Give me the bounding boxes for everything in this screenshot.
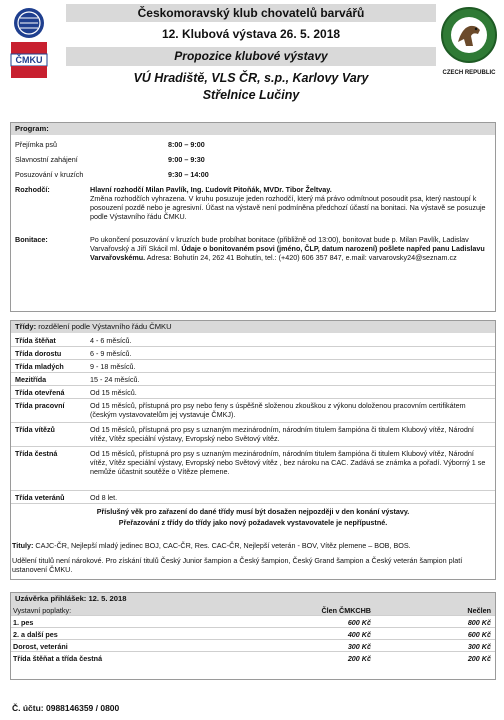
club-logo [440, 6, 498, 80]
fee-nonmember: 200 Kč [467, 654, 491, 663]
titles-label: Tituly: [12, 541, 34, 550]
class-desc: 6 - 9 měsíců. [90, 349, 132, 358]
class-desc: Od 15 měsíců, přístupná pro psy s uznaným mezinárodním, národním titulem šampióna či titulem Klubový vítěz, Národní vítěz, Vítěz speciální výstavy, Evropský nebo Světový vítěz. [90, 425, 474, 443]
class-desc: Od 15 měsíců, přístupná pro psy nebo feny s úspěšně složenou zkouškou z výkonu doloženou pracovním certifikátem (českým vystavovatelům jej vystavuje ČMKJ). [90, 401, 466, 419]
class-name: Třída otevřená [15, 388, 65, 397]
program-row-label: Slavnostní zahájení [15, 155, 78, 164]
class-name: Třída štěňat [15, 336, 56, 345]
class-desc: 4 - 6 měsíců. [90, 336, 132, 345]
judges-names: Hlavní rozhodčí Milan Pavlík, Ing. Ľudovít Pitoňák, MVDr. Tibor Želtvay. [90, 185, 332, 194]
tridy-heading-rest: rozdělení podle Výstavního řádu ČMKU [36, 322, 172, 331]
show-title: 12. Klubová výstava 26. 5. 2018 [161, 27, 341, 41]
program-row-time: 9:00 – 9:30 [168, 155, 205, 164]
class-desc: Od 15 měsíců, přístupná pro psy s uznaným mezinárodním, národním titulem šampióna či titulem Klubový vítěz, Národní vítěz, Vítěz speciální výstavy, Evropský nebo Světový vítěz , bez nároku na CAC. Zadává se známka a pořadí. Výborný 1 se nemůže účastnit soutěže o Vítěze plemene. [90, 449, 486, 476]
class-note-2: Přeřazování z třídy do třídy jako nový požadavek vystavovatele je nepřípustné. [118, 518, 388, 527]
class-row [11, 447, 495, 491]
club-name: Českomoravský klub chovatelů barvářů [66, 4, 436, 22]
program-row-time: 8:00 – 9:00 [168, 140, 205, 149]
class-row [11, 386, 495, 399]
fees-header-row [11, 605, 495, 616]
class-row [11, 373, 495, 386]
club-logo-text: CZECH REPUBLIC [442, 70, 496, 76]
fees-section [10, 592, 496, 680]
class-name: Třída mladých [15, 362, 64, 371]
titles-para: Udělení titulů není nárokové. Pro získání titulů Český Junior šampion a Český šampion, Český Grand šampion a Český veterán šampion platí ustanovení ČMKU. [12, 556, 463, 574]
fee-label: Třída štěňat a třída čestná [13, 654, 103, 663]
bank-account: Č. účtu: 0988146359 / 0800 [12, 703, 120, 713]
bonitace-text-2: Adresa: Bohutín 24, 262 41 Bohutín, tel.: (+420) 606 357 847, e.mail: varvarovsky24@seznam.cz [146, 253, 457, 262]
propozice-title: Propozice klubové výstavy [66, 47, 436, 66]
class-desc: 15 - 24 měsíců. [90, 375, 140, 384]
judges-block [90, 185, 490, 221]
class-name: Třída vítězů [15, 425, 55, 434]
fee-nonmember: 300 Kč [467, 642, 491, 651]
judges-text: Změna rozhodčích vyhrazena. V kruhu posuzuje jeden rozhodčí, který má právo odmítnout posoudit psa, který nastoupí k posouzení pozdě nebo je agresivní. Účast na výstavě není podmíněna předchozí účastí na bonitaci. Na výstavě se posuzuje podle Výstavního řádu ČMKU. [90, 194, 486, 221]
venue-line-1: VÚ Hradiště, VLS ČR, s.p., Karlovy Vary [133, 71, 369, 85]
titles-text: CAJC-ČR, Nejlepší mladý jedinec BOJ, CAC-ČR, Res. CAC-ČR, Nejlepší veterán - BOV, Vítěz plemene – BOB, BOS. [33, 541, 411, 550]
fee-row [11, 653, 495, 664]
bonitace-block [90, 235, 490, 262]
fee-row [11, 641, 495, 652]
venue [66, 70, 436, 104]
class-row [11, 399, 495, 423]
class-name: Třída veteránů [15, 493, 65, 502]
class-desc: Od 8 let. [90, 493, 118, 502]
bonitace-text-1: Po ukončení posuzování v kruzích bude probíhat bonitace (přibližně od 13:00), bonitovat bude p. Milan Pavlík, Ladislav Varvařovský a Jiří Skácil ml. [90, 235, 469, 253]
tridy-heading-bold: Třídy: [15, 322, 37, 331]
cmku-logo-text: ČMKU [15, 55, 43, 65]
fee-row [11, 629, 495, 640]
class-name: Mezitřída [15, 375, 47, 384]
class-row [11, 347, 495, 360]
fees-col-nonmember: Nečlen [467, 606, 491, 615]
class-name: Třída pracovní [15, 401, 65, 410]
tridy-heading [11, 321, 495, 333]
program-row-label: Posuzování v kruzích [15, 170, 84, 179]
fee-label: 2. a další pes [13, 630, 58, 639]
class-note-1: Příslušný věk pro zařazení do dané třídy musí být dosažen nejpozději v den konání výstavy. [96, 507, 410, 516]
fee-row [11, 617, 495, 628]
titles-line [12, 541, 492, 550]
bonitace-label: Bonitace: [15, 235, 48, 244]
fee-nonmember: 600 Kč [467, 630, 491, 639]
class-desc: 9 - 18 měsíců. [90, 362, 136, 371]
class-row [11, 491, 495, 504]
deadline: Uzávěrka přihlášek: 12. 5. 2018 [11, 593, 495, 605]
fee-member: 600 Kč [347, 618, 371, 627]
fee-member: 200 Kč [347, 654, 371, 663]
program-row-time: 9:30 – 14:00 [168, 170, 209, 179]
class-desc: Od 15 měsíců. [90, 388, 137, 397]
class-row [11, 334, 495, 347]
program-section [10, 122, 496, 312]
program-row-label: Přejímka psů [15, 140, 57, 149]
class-name: Třída dorostu [15, 349, 62, 358]
fee-nonmember: 800 Kč [467, 618, 491, 627]
bonitace-bold: Údaje o bonitovaném psovi (jméno, ČLP, datum narození) pošlete napřed panu Ladislavu Varvařovskému. [90, 244, 485, 262]
fee-member: 300 Kč [347, 642, 371, 651]
fee-label: Dorost, veteráni [13, 642, 68, 651]
fee-label: 1. pes [13, 618, 34, 627]
header [0, 0, 504, 120]
cmku-logo [8, 6, 50, 82]
fee-member: 400 Kč [347, 630, 371, 639]
venue-line-2: Střelnice Lučiny [202, 88, 300, 102]
fees-header-label: Vystavní poplatky: [13, 606, 72, 615]
class-row [11, 360, 495, 373]
class-name: Třída čestná [15, 449, 58, 458]
program-heading: Program: [11, 123, 495, 135]
fees-col-member: Člen ČMKCHB [321, 606, 371, 615]
class-row [11, 423, 495, 447]
judges-label: Rozhodčí: [15, 185, 50, 194]
